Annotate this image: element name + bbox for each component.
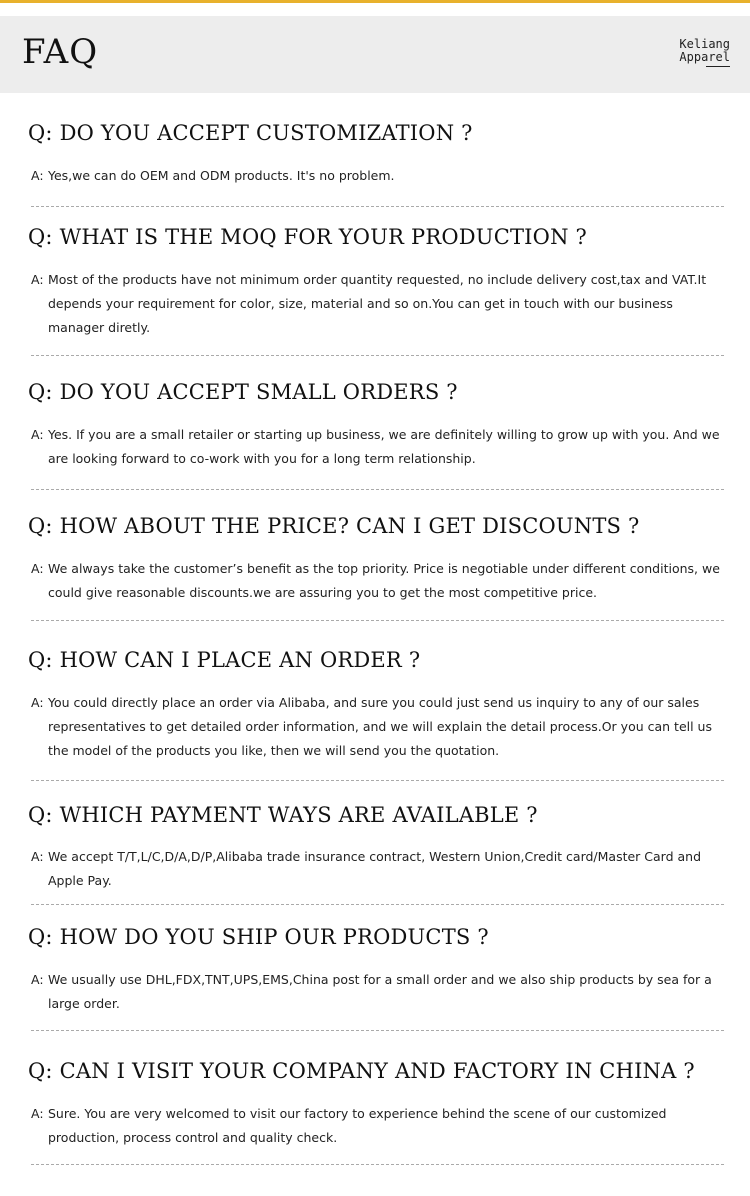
faq-divider xyxy=(31,206,724,207)
faq-question: Q: WHICH PAYMENT WAYS ARE AVAILABLE ? xyxy=(28,803,538,827)
faq-answer xyxy=(31,968,726,1016)
faq-divider xyxy=(31,1030,724,1031)
faq-divider xyxy=(31,489,724,490)
faq-answer xyxy=(31,268,726,340)
faq-answer-text: We usually use DHL,FDX,TNT,UPS,EMS,China post for a small order and we also ship products by sea for a large order. xyxy=(48,972,712,1011)
faq-divider xyxy=(31,620,724,621)
answer-prefix: A: xyxy=(31,849,44,864)
answer-prefix: A: xyxy=(31,1106,44,1121)
faq-answer-text: You could directly place an order via Alibaba, and sure you could just send us inquiry to any of our sales representatives to get detailed order information, and we will explain the detail process.Or you can tell us the model of the products you like, then we will send you the quotation. xyxy=(48,695,712,758)
faq-question: Q: WHAT IS THE MOQ FOR YOUR PRODUCTION ? xyxy=(28,225,587,249)
page-title: FAQ xyxy=(22,32,99,72)
faq-answer-text: Most of the products have not minimum order quantity requested, no include delivery cost,tax and VAT.It depends your requirement for color, size, material and so on.You can get in touch with our business manager diretly. xyxy=(48,272,707,335)
faq-question: Q: CAN I VISIT YOUR COMPANY AND FACTORY IN CHINA ? xyxy=(28,1059,695,1083)
faq-answer xyxy=(31,423,726,471)
faq-divider xyxy=(31,904,724,905)
answer-prefix: A: xyxy=(31,427,44,442)
faq-question: Q: DO YOU ACCEPT SMALL ORDERS ? xyxy=(28,380,458,404)
faq-answer xyxy=(31,1102,726,1150)
faq-divider xyxy=(31,355,724,356)
faq-divider xyxy=(31,780,724,781)
faq-divider xyxy=(31,1164,724,1165)
faq-answer xyxy=(31,845,726,893)
faq-answer-text: We accept T/T,L/C,D/A,D/P,Alibaba trade insurance contract, Western Union,Credit card/Master Card and Apple Pay. xyxy=(48,849,702,888)
page-header xyxy=(0,16,750,93)
brand-logo xyxy=(670,38,730,67)
answer-prefix: A: xyxy=(31,272,44,287)
faq-question: Q: HOW ABOUT THE PRICE? CAN I GET DISCOUNTS ? xyxy=(28,514,640,538)
answer-prefix: A: xyxy=(31,695,44,710)
faq-answer-text: Yes. If you are a small retailer or starting up business, we are definitely willing to grow up with you. And we are looking forward to co-work with you for a long term relationship. xyxy=(48,427,720,466)
answer-prefix: A: xyxy=(31,168,44,183)
answer-prefix: A: xyxy=(31,972,44,987)
faq-answer xyxy=(31,164,726,188)
faq-question: Q: HOW DO YOU SHIP OUR PRODUCTS ? xyxy=(28,925,489,949)
answer-prefix: A: xyxy=(31,561,44,576)
brand-underline xyxy=(706,66,730,67)
faq-question: Q: DO YOU ACCEPT CUSTOMIZATION ? xyxy=(28,121,473,145)
top-accent-bar xyxy=(0,0,750,3)
faq-answer-text: We always take the customer’s benefit as the top priority. Price is negotiable under different conditions, we could give reasonable discounts.we are assuring you to get the most competitive price. xyxy=(48,561,720,600)
faq-answer-text: Sure. You are very welcomed to visit our factory to experience behind the scene of our customized production, process control and quality check. xyxy=(48,1106,667,1145)
faq-question: Q: HOW CAN I PLACE AN ORDER ? xyxy=(28,648,421,672)
brand-name-line2: Apparel xyxy=(679,50,730,64)
faq-answer-text: Yes,we can do OEM and ODM products. It's no problem. xyxy=(48,168,395,183)
faq-answer xyxy=(31,691,726,763)
faq-answer xyxy=(31,557,726,605)
brand-name-line1: Keliang xyxy=(679,37,730,51)
